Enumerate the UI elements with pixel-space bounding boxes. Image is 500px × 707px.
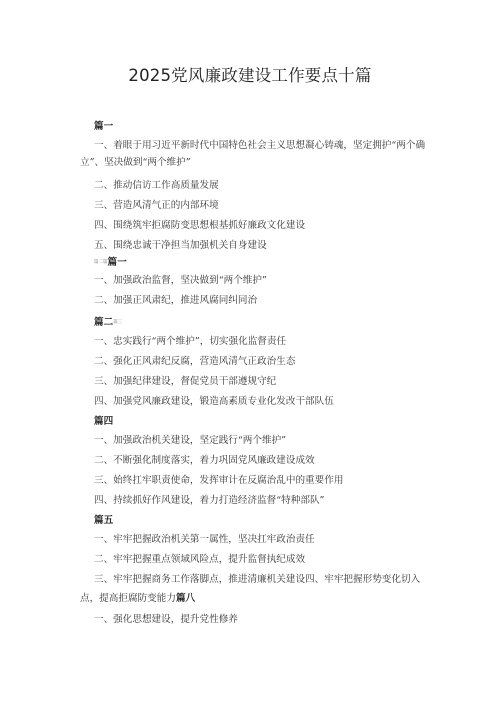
- list-item: 二、加强正风肃纪，推进风腐同纠同治: [94, 295, 258, 306]
- list-item: 二、推动信访工作高质量发展: [94, 180, 219, 191]
- list-item: 四、加强党风廉政建设，锻造高素质专业化发改干部队伍: [94, 396, 334, 407]
- list-item: 一、牢牢把握政治机关第一属性，坚决扛牢政治责任: [94, 534, 315, 545]
- section-heading-row: [94, 316, 414, 329]
- list-item: 五、围绕忠诚干净担当加强机关自身建设: [94, 240, 267, 251]
- section-heading: 篇一: [94, 121, 114, 132]
- section-heading: 篇二: [94, 317, 114, 328]
- section-heading: 篇八: [175, 593, 196, 604]
- section-suffix: 篇三: [113, 320, 123, 325]
- list-item-continuation: [80, 592, 400, 605]
- list-item: 三、营造风清气正的内部环境: [94, 200, 219, 211]
- list-item: 二、强化正风肃纪反腐，营造风清气正政治生态: [94, 356, 296, 367]
- list-item: 四、围绕筑牢拒腐防变思想根基抓好廉政文化建设: [94, 220, 306, 231]
- list-item: 一、着眼于用习近平新时代中国特色社会主义思想凝心铸魂，坚定拥护“两个确: [94, 140, 426, 151]
- list-item: 四、持续抓好作风建设，着力打造经济监督“特种部队”: [94, 495, 325, 506]
- list-item: 一、忠实践行“两个维护”，切实强化监督责任: [94, 336, 287, 347]
- section-heading: 篇一: [107, 257, 127, 268]
- list-item: 三、牢牢把握商务工作落脚点，推进清廉机关建设四、牢牢把握形势变化切入: [94, 574, 421, 585]
- list-item: 一、加强政治机关建设，坚定践行“两个维护”: [94, 435, 287, 446]
- list-item: 二、牢牢把握重点领域风险点，提升监督执纪成效: [94, 554, 306, 565]
- list-item: 一、强化思想建设，提升党性修养: [94, 614, 238, 625]
- list-item: 三、加强纪律建设，督促党员干部遵规守纪: [94, 376, 277, 387]
- list-item-continuation: 立”、坚决做到“两个维护”: [80, 157, 191, 168]
- continuation-text: 点，提高拒腐防变能力: [80, 593, 176, 604]
- section-heading: 篇五: [94, 515, 114, 526]
- list-item: 一、加强政治监督，坚决做到“两个维护”: [94, 275, 267, 286]
- list-item: 二、不断强化制度落实，着力巩固党风廉政建设成效: [94, 455, 315, 466]
- section-heading: 篇四: [94, 416, 114, 427]
- list-item: 三、始终扛牢职责使命，发挥审计在反腐治乱中的重要作用: [94, 475, 344, 486]
- section-heading-row: [94, 256, 414, 269]
- section-prefix: 篇二篇: [94, 260, 108, 265]
- document-title: 2025党风廉政建设工作要点十篇: [128, 66, 372, 85]
